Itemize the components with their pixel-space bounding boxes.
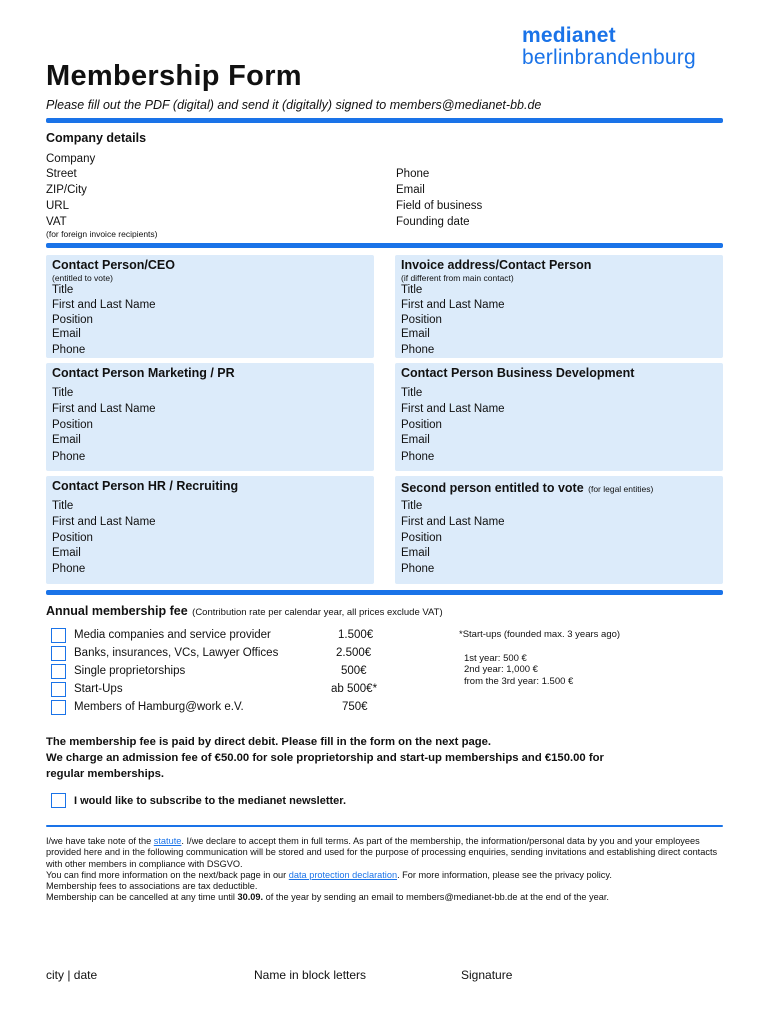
phone-field[interactable]: Phone xyxy=(52,344,86,356)
legal-paragraph-cancellation xyxy=(46,892,726,903)
fee-checkbox-banks[interactable] xyxy=(51,646,66,661)
contact-box-second-voter xyxy=(395,476,723,584)
fee-label: Media companies and service provider xyxy=(74,629,271,641)
name-field[interactable]: First and Last Name xyxy=(401,403,505,415)
phone-field[interactable]: Phone xyxy=(396,168,430,180)
fee-price: 2.500€ xyxy=(336,647,372,659)
fee-price: 500€ xyxy=(341,665,367,677)
legal-text-part: . For more information, please see the privacy policy. xyxy=(397,869,612,880)
title-field[interactable]: Title xyxy=(52,387,74,399)
phone-field[interactable]: Phone xyxy=(401,344,435,356)
legal-text-part: I/we have take note of the xyxy=(46,836,154,846)
email-field[interactable]: Email xyxy=(401,547,430,559)
email-field[interactable]: Email xyxy=(401,328,430,340)
signature-field[interactable]: Signature xyxy=(461,968,513,982)
title-field[interactable]: Title xyxy=(401,284,423,296)
vat-note: (for foreign invoice recipients) xyxy=(46,229,158,239)
divider xyxy=(46,118,723,123)
box-title: Contact Person HR / Recruiting xyxy=(52,479,239,493)
box-note: (entitled to vote) xyxy=(52,273,113,283)
newsletter-label: I would like to subscribe to the medianet newsletter. xyxy=(74,795,347,807)
name-field[interactable]: First and Last Name xyxy=(401,516,505,528)
email-field[interactable]: Email xyxy=(52,434,81,446)
cancellation-date: 30.09. xyxy=(237,892,264,903)
phone-field[interactable]: Phone xyxy=(52,451,86,463)
box-note: (for legal entities) xyxy=(588,484,654,494)
fee-checkbox-single-proprietorships[interactable] xyxy=(51,664,66,679)
company-heading: Company details xyxy=(46,131,147,145)
fee-label: Banks, insurances, VCs, Lawyer Offices xyxy=(74,647,279,659)
divider xyxy=(46,243,723,248)
contact-box-invoice xyxy=(395,255,723,358)
debit-line3: regular memberships. xyxy=(46,768,165,780)
newsletter-checkbox[interactable] xyxy=(51,793,66,808)
name-field[interactable]: First and Last Name xyxy=(52,516,156,528)
fee-price: 750€ xyxy=(342,701,368,713)
email-field[interactable]: Email xyxy=(396,184,425,196)
fee-label: Start-Ups xyxy=(74,683,123,695)
legal-text-part: of the year by sending an email to members@medianet-bb.de at the end of the year. xyxy=(263,892,609,903)
zip-city-field[interactable]: ZIP/City xyxy=(46,184,87,196)
company-field[interactable]: Company xyxy=(46,153,96,165)
data-protection-link[interactable]: data protection declaration xyxy=(288,869,398,880)
fee-checkbox-startups[interactable] xyxy=(51,682,66,697)
brand-logo-line1: medianet xyxy=(522,24,616,47)
startup-year1: 1st year: 500 € xyxy=(464,653,527,664)
fee-price: ab 500€* xyxy=(331,683,378,695)
debit-line1: The membership fee is paid by direct debit. Please fill in the form on the next page. xyxy=(46,736,492,748)
legal-text xyxy=(46,836,726,904)
fee-heading: Annual membership fee xyxy=(46,604,188,618)
legal-text-part: . I/we declare to accept them in full terms. As part of the membership, the information/personal data by you and your employees provided here and in the following communication will be stored and used for the purpose of processing enquiries, sending invitations and establishing direct contacts with other members in compliance with DSGVO. xyxy=(46,836,718,869)
phone-field[interactable]: Phone xyxy=(401,563,435,575)
legal-paragraph-statute xyxy=(46,836,726,870)
box-title: Contact Person/CEO xyxy=(52,258,175,272)
box-title: Second person entitled to vote xyxy=(401,481,584,495)
name-field[interactable]: First and Last Name xyxy=(52,299,156,311)
startup-year2: 2nd year: 1,000 € xyxy=(464,664,538,675)
box-title: Invoice address/Contact Person xyxy=(401,258,592,272)
legal-paragraph-tax: Membership fees to associations are tax deductible. xyxy=(46,881,258,892)
contact-box-marketing xyxy=(46,363,374,471)
title-field[interactable]: Title xyxy=(52,500,74,512)
position-field[interactable]: Position xyxy=(401,419,442,431)
box-title: Contact Person Business Development xyxy=(401,366,635,380)
block-letters-name-field[interactable]: Name in block letters xyxy=(254,968,367,982)
title-field[interactable]: Title xyxy=(52,284,74,296)
fee-price: 1.500€ xyxy=(338,629,374,641)
contact-box-ceo xyxy=(46,255,374,358)
url-field[interactable]: URL xyxy=(46,200,70,212)
fee-checkbox-hamburg-work[interactable] xyxy=(51,700,66,715)
position-field[interactable]: Position xyxy=(401,532,442,544)
name-field[interactable]: First and Last Name xyxy=(401,299,505,311)
title-field[interactable]: Title xyxy=(401,500,423,512)
debit-line2: We charge an admission fee of €50.00 for sole proprietorship and start-up memberships and €150.00 for xyxy=(46,752,604,764)
box-title-wrap xyxy=(401,479,653,497)
startup-year3: from the 3rd year: 1.500 € xyxy=(464,676,574,687)
position-field[interactable]: Position xyxy=(52,314,93,326)
fee-label: Single proprietorships xyxy=(74,665,186,677)
position-field[interactable]: Position xyxy=(52,419,93,431)
street-field[interactable]: Street xyxy=(46,168,77,180)
box-title: Contact Person Marketing / PR xyxy=(52,366,235,380)
email-field[interactable]: Email xyxy=(52,547,81,559)
vat-field[interactable]: VAT xyxy=(46,216,67,228)
startup-note: *Start-ups (founded max. 3 years ago) xyxy=(459,629,621,640)
email-field[interactable]: Email xyxy=(401,434,430,446)
statute-link[interactable]: statute xyxy=(153,836,182,846)
legal-paragraph-privacy xyxy=(46,870,726,881)
fee-heading-wrap xyxy=(46,602,443,620)
divider xyxy=(46,590,723,595)
legal-text-part: You can find more information on the next/back page in our xyxy=(46,869,289,880)
contact-box-bizdev xyxy=(395,363,723,471)
name-field[interactable]: First and Last Name xyxy=(52,403,156,415)
field-of-business-field[interactable]: Field of business xyxy=(396,200,483,212)
title-field[interactable]: Title xyxy=(401,387,423,399)
box-note: (if different from main contact) xyxy=(401,273,514,283)
fee-heading-note: (Contribution rate per calendar year, all prices exclude VAT) xyxy=(192,607,443,618)
founding-date-field[interactable]: Founding date xyxy=(396,216,470,228)
email-field[interactable]: Email xyxy=(52,328,81,340)
brand-logo-line2: berlinbrandenburg xyxy=(522,46,696,69)
city-date-field[interactable]: city | date xyxy=(46,968,98,982)
position-field[interactable]: Position xyxy=(401,314,442,326)
page-subtitle: Please fill out the PDF (digital) and send it (digitally) signed to members@medianet-bb.de xyxy=(46,98,542,112)
contact-box-hr xyxy=(46,476,374,584)
page-title: Membership Form xyxy=(46,60,302,92)
phone-field[interactable]: Phone xyxy=(401,451,435,463)
fee-label: Members of Hamburg@work e.V. xyxy=(74,701,244,713)
fee-checkbox-media[interactable] xyxy=(51,628,66,643)
position-field[interactable]: Position xyxy=(52,532,93,544)
phone-field[interactable]: Phone xyxy=(52,563,86,575)
legal-text-part: Membership can be cancelled at any time until xyxy=(46,892,238,903)
divider xyxy=(46,825,723,827)
